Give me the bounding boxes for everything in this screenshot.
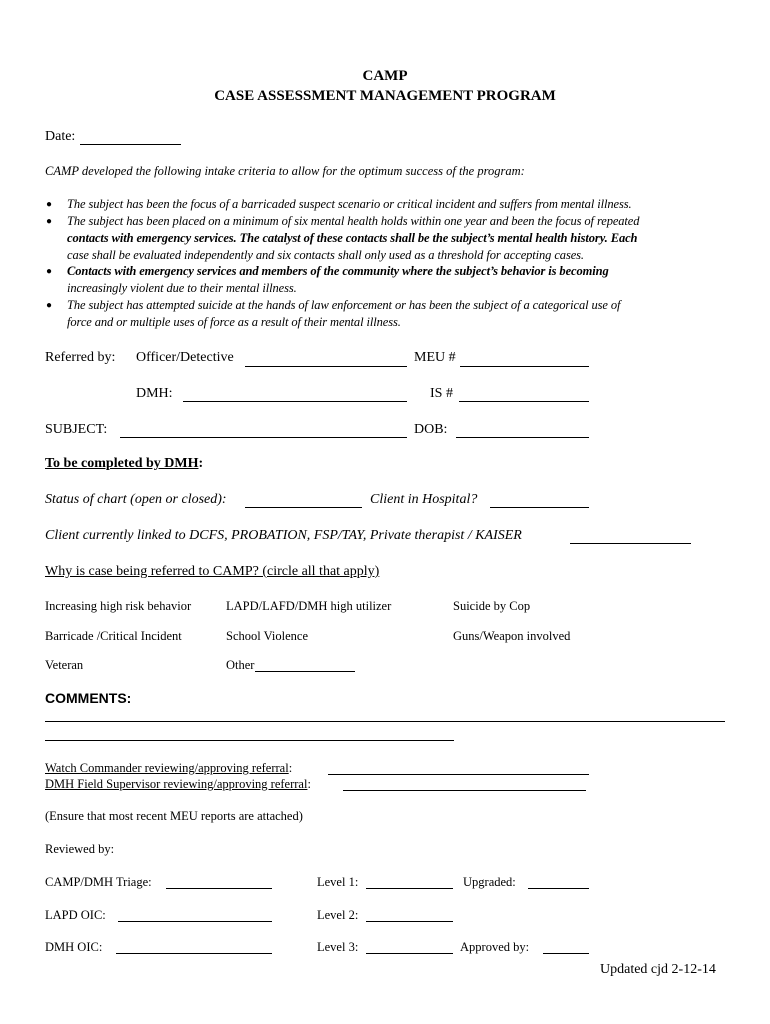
dob-field[interactable] xyxy=(456,437,589,438)
comments-line-1[interactable] xyxy=(45,721,725,722)
level-1-field[interactable] xyxy=(366,888,453,889)
approved-by-field[interactable] xyxy=(543,953,589,954)
watch-commander-label-text: Watch Commander reviewing/approving referral xyxy=(45,761,289,775)
subject-field[interactable] xyxy=(120,437,407,438)
dmh-section-heading-text: To be completed by DMH xyxy=(45,456,199,471)
comments-line-2[interactable] xyxy=(45,740,454,741)
reason-option-increasing-risk[interactable]: Increasing high risk behavior xyxy=(45,599,192,613)
criteria-item-1: The subject has been the focus of a barricaded suspect scenario or critical incident and suffers from mental illness. xyxy=(67,197,632,211)
dmh-oic-label: DMH OIC: xyxy=(45,940,103,954)
dmh-section-heading-colon: : xyxy=(198,456,204,471)
dmh-supervisor-label xyxy=(45,777,311,792)
upgraded-label: Upgraded: xyxy=(463,875,516,889)
lapd-oic-field[interactable] xyxy=(118,921,272,922)
camp-dmh-triage-label: CAMP/DMH Triage: xyxy=(45,875,152,889)
client-linked-field[interactable] xyxy=(570,543,691,544)
updated-footer: Updated cjd 2-12-14 xyxy=(600,962,716,977)
dmh-label: DMH: xyxy=(136,386,173,401)
criteria-item-2-line3: case shall be evaluated independently and six contacts shall only used as a threshold for accepting cases. xyxy=(67,248,584,262)
reason-option-school-violence[interactable]: School Violence xyxy=(226,629,308,643)
dmh-section-heading xyxy=(45,456,203,472)
date-field[interactable] xyxy=(80,144,181,145)
criteria-item-3-line1: Contacts with emergency services and members of the community where the subject’s behavior is becoming xyxy=(67,264,609,278)
meu-label: MEU # xyxy=(414,350,456,365)
client-linked-label: Client currently linked to DCFS, PROBATION, FSP/TAY, Private therapist / KAISER xyxy=(45,528,522,543)
is-label: IS # xyxy=(430,386,453,401)
reason-option-guns-weapon[interactable]: Guns/Weapon involved xyxy=(453,629,571,643)
approved-by-label: Approved by: xyxy=(460,940,530,954)
criteria-item-3-line2: increasingly violent due to their mental illness. xyxy=(67,281,297,295)
client-in-hospital-field[interactable] xyxy=(490,507,589,508)
dob-label: DOB: xyxy=(414,422,448,437)
reason-option-suicide-by-cop[interactable]: Suicide by Cop xyxy=(453,599,531,613)
document-title-line2: CASE ASSESSMENT MANAGEMENT PROGRAM xyxy=(214,88,556,104)
level-2-label: Level 2: xyxy=(317,908,359,922)
reason-option-high-utilizer[interactable]: LAPD/LAFD/DMH high utilizer xyxy=(226,599,392,613)
status-of-chart-field[interactable] xyxy=(245,507,362,508)
reason-option-barricade[interactable]: Barricade /Critical Incident xyxy=(45,629,182,643)
reason-option-other[interactable]: Other xyxy=(226,658,255,672)
level-3-label: Level 3: xyxy=(317,940,359,954)
dmh-supervisor-colon: : xyxy=(307,777,311,791)
intro-text: CAMP developed the following intake criteria to allow for the optimum success of the program: xyxy=(45,164,525,178)
watch-commander-colon: : xyxy=(288,761,293,775)
subject-label: SUBJECT: xyxy=(45,422,108,437)
level-1-label: Level 1: xyxy=(317,875,359,889)
referred-by-label: Referred by: xyxy=(45,350,116,365)
reviewed-by-label: Reviewed by: xyxy=(45,842,115,856)
dmh-field[interactable] xyxy=(183,401,407,402)
document-title-line1: CAMP xyxy=(362,68,408,84)
bullet-icon: ● xyxy=(46,300,53,311)
watch-commander-field[interactable] xyxy=(328,774,589,775)
level-2-field[interactable] xyxy=(366,921,453,922)
criteria-item-4-line1: The subject has attempted suicide at the hands of law enforcement or has been the subject of a categorical use of xyxy=(67,298,621,312)
officer-detective-field[interactable] xyxy=(245,366,407,367)
upgraded-field[interactable] xyxy=(528,888,589,889)
reason-option-veteran[interactable]: Veteran xyxy=(45,658,84,672)
status-of-chart-label: Status of chart (open or closed): xyxy=(45,492,227,507)
client-in-hospital-label: Client in Hospital? xyxy=(370,492,478,507)
watch-commander-label xyxy=(45,761,292,776)
dmh-supervisor-label-text: DMH Field Supervisor reviewing/approving referral xyxy=(45,777,308,791)
bullet-icon: ● xyxy=(46,199,53,210)
dmh-oic-field[interactable] xyxy=(116,953,272,954)
officer-detective-label: Officer/Detective xyxy=(136,350,234,365)
meu-field[interactable] xyxy=(460,366,589,367)
other-reason-field[interactable] xyxy=(255,671,355,672)
is-field[interactable] xyxy=(459,401,589,402)
dmh-supervisor-field[interactable] xyxy=(343,790,586,791)
referral-reason-question: Why is case being referred to CAMP? (circle all that apply) xyxy=(45,564,380,579)
criteria-item-2-line1: The subject has been placed on a minimum of six mental health holds within one year and been the focus of repeated xyxy=(67,214,640,228)
criteria-item-4-line2: force and or multiple uses of force as a result of their mental illness. xyxy=(67,315,401,329)
camp-dmh-triage-field[interactable] xyxy=(166,888,272,889)
level-3-field[interactable] xyxy=(366,953,453,954)
bullet-icon: ● xyxy=(46,216,53,227)
criteria-item-2-line2: contacts with emergency services. The catalyst of these contacts shall be the subject’s mental health history. Each xyxy=(67,231,638,245)
date-label: Date: xyxy=(45,129,76,144)
bullet-icon: ● xyxy=(46,266,53,277)
ensure-reports-note: (Ensure that most recent MEU reports are attached) xyxy=(45,809,303,823)
comments-heading: COMMENTS: xyxy=(45,690,132,706)
lapd-oic-label: LAPD OIC: xyxy=(45,908,106,922)
